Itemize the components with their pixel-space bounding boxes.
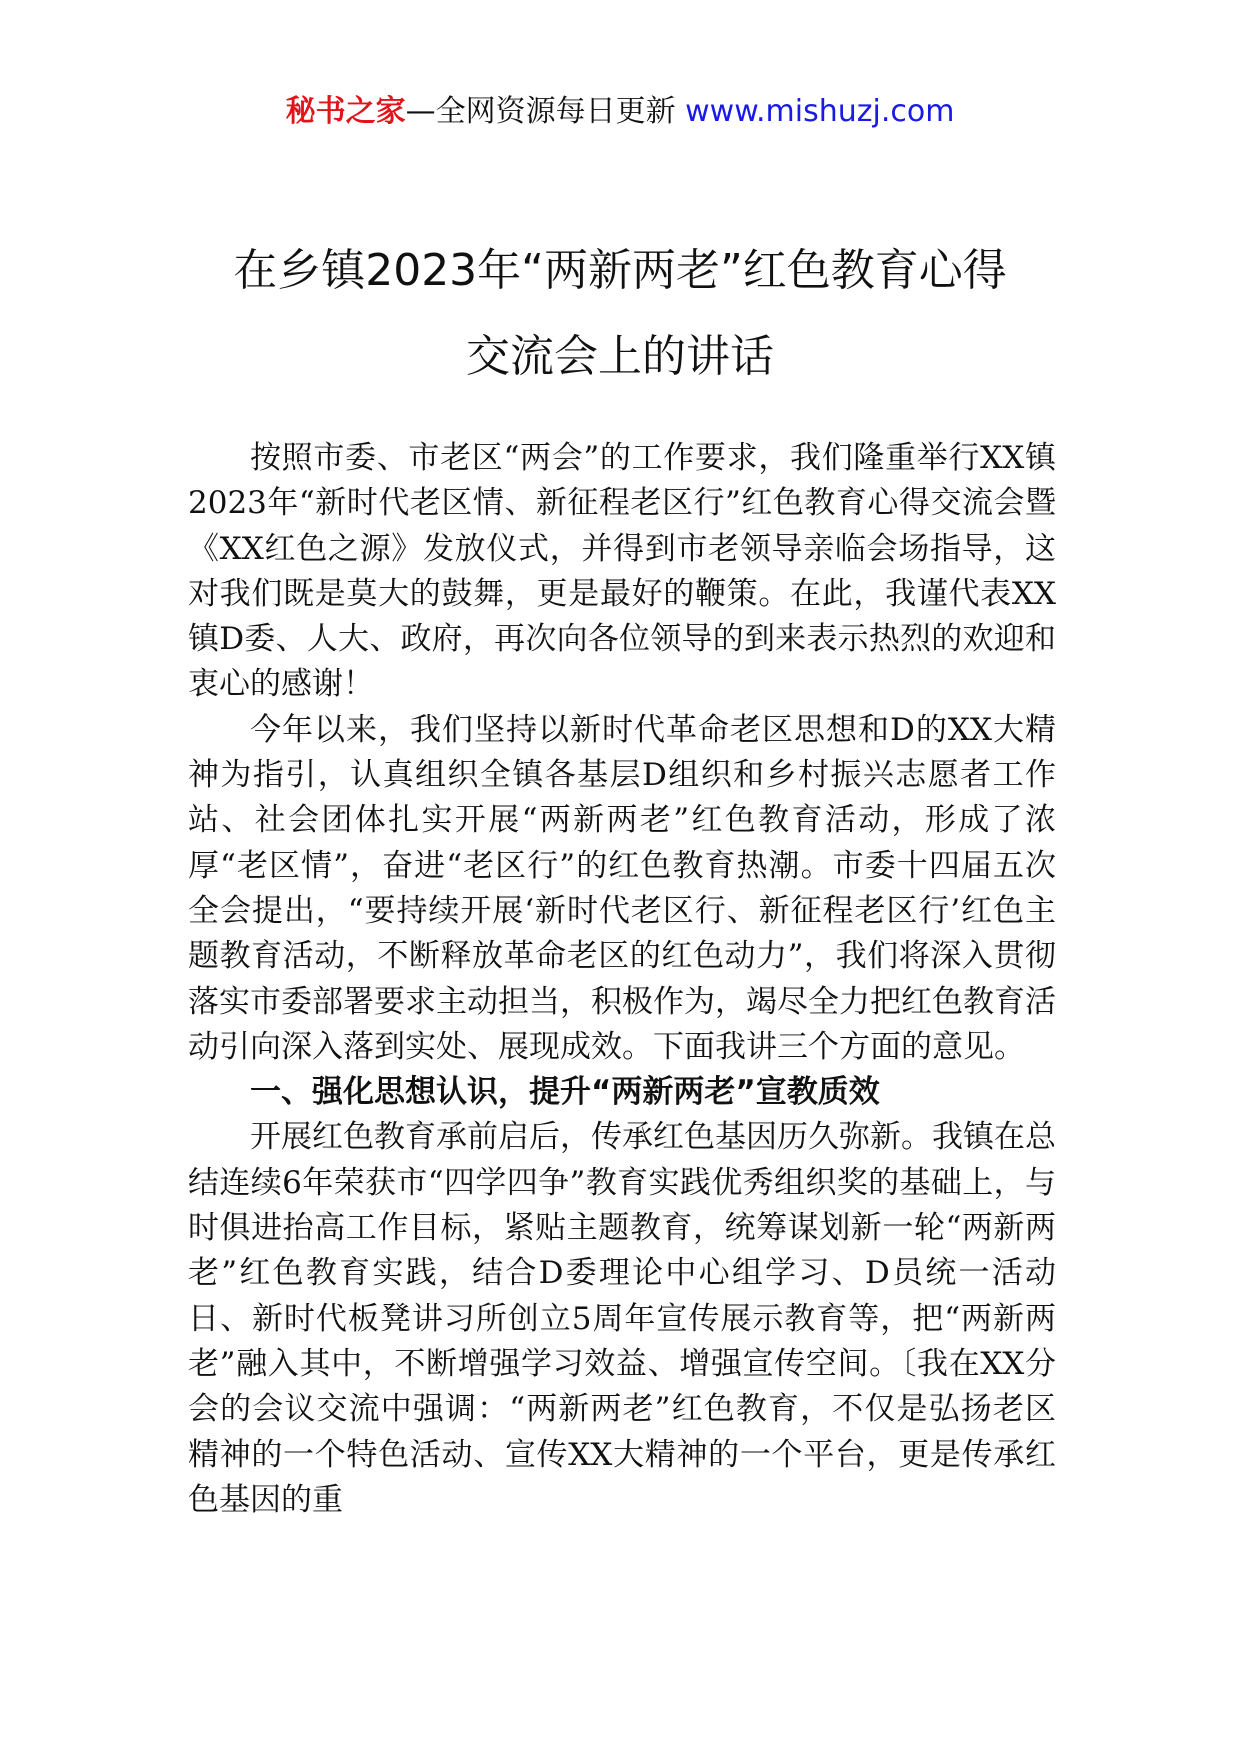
title-line-1: 在乡镇2023年“两新两老”红色教育心得 — [233, 245, 1007, 296]
section-heading-1: 一、强化思想认识，提升“两新两老”宣教质效 — [250, 1074, 880, 1111]
site-header — [0, 92, 1240, 132]
document-title — [160, 228, 1080, 400]
title-line-2: 交流会上的讲话 — [466, 331, 774, 382]
paragraph-1: 按照市委、市老区“两会”的工作要求，我们隆重举行XX镇2023年“新时代老区情、新征程老区行”红色教育心得交流会暨《XX红色之源》发放仪式，并得到市老领导亲临会场指导，这对我们既是莫大的鼓舞，更是最好的鞭策。在此，我谨代表XX镇D委、人大、政府，再次向各位领导的到来表示热烈的欢迎和衷心的感谢！ — [188, 440, 1056, 703]
paragraph-2: 今年以来，我们坚持以新时代革命老区思想和D的XX大精神为指引，认真组织全镇各基层D组织和乡村振兴志愿者工作站、社会团体扎实开展“两新两老”红色教育活动，形成了浓厚“老区情”，奋进“老区行”的红色教育热潮。市委十四届五次全会提出，“要持续开展‘新时代老区行、新征程老区行’红色主题教育活动，不断释放革命老区的红色动力”，我们将深入贯彻落实市委部署要求主动担当，积极作为，竭尽全力把红色教育活动引向深入落到实处、展现成效。下面我讲三个方面的意见。 — [188, 711, 1056, 1065]
site-tagline: —全网资源每日更新 — [405, 94, 676, 129]
document-body — [188, 436, 1056, 1523]
site-brand: 秘书之家 — [285, 94, 406, 129]
site-url-link[interactable]: www.mishuzj.com — [685, 94, 955, 129]
paragraph-3: 开展红色教育承前启后，传承红色基因历久弥新。我镇在总结连续6年荣获市“四学四争”教育实践优秀组织奖的基础上，与时俱进抬高工作目标，紧贴主题教育，统筹谋划新一轮“两新两老”红色教育实践，结合D委理论中心组学习、D员统一活动日、新时代板凳讲习所创立5周年宣传展示教育等，把“两新两老”融入其中，不断增强学习效益、增强宣传空间。〔我在XX分会的会议交流中强调：“两新两老”红色教育，不仅是弘扬老区精神的一个特色活动、宣传XX大精神的一个平台，更是传承红色基因的重 — [188, 1119, 1056, 1518]
